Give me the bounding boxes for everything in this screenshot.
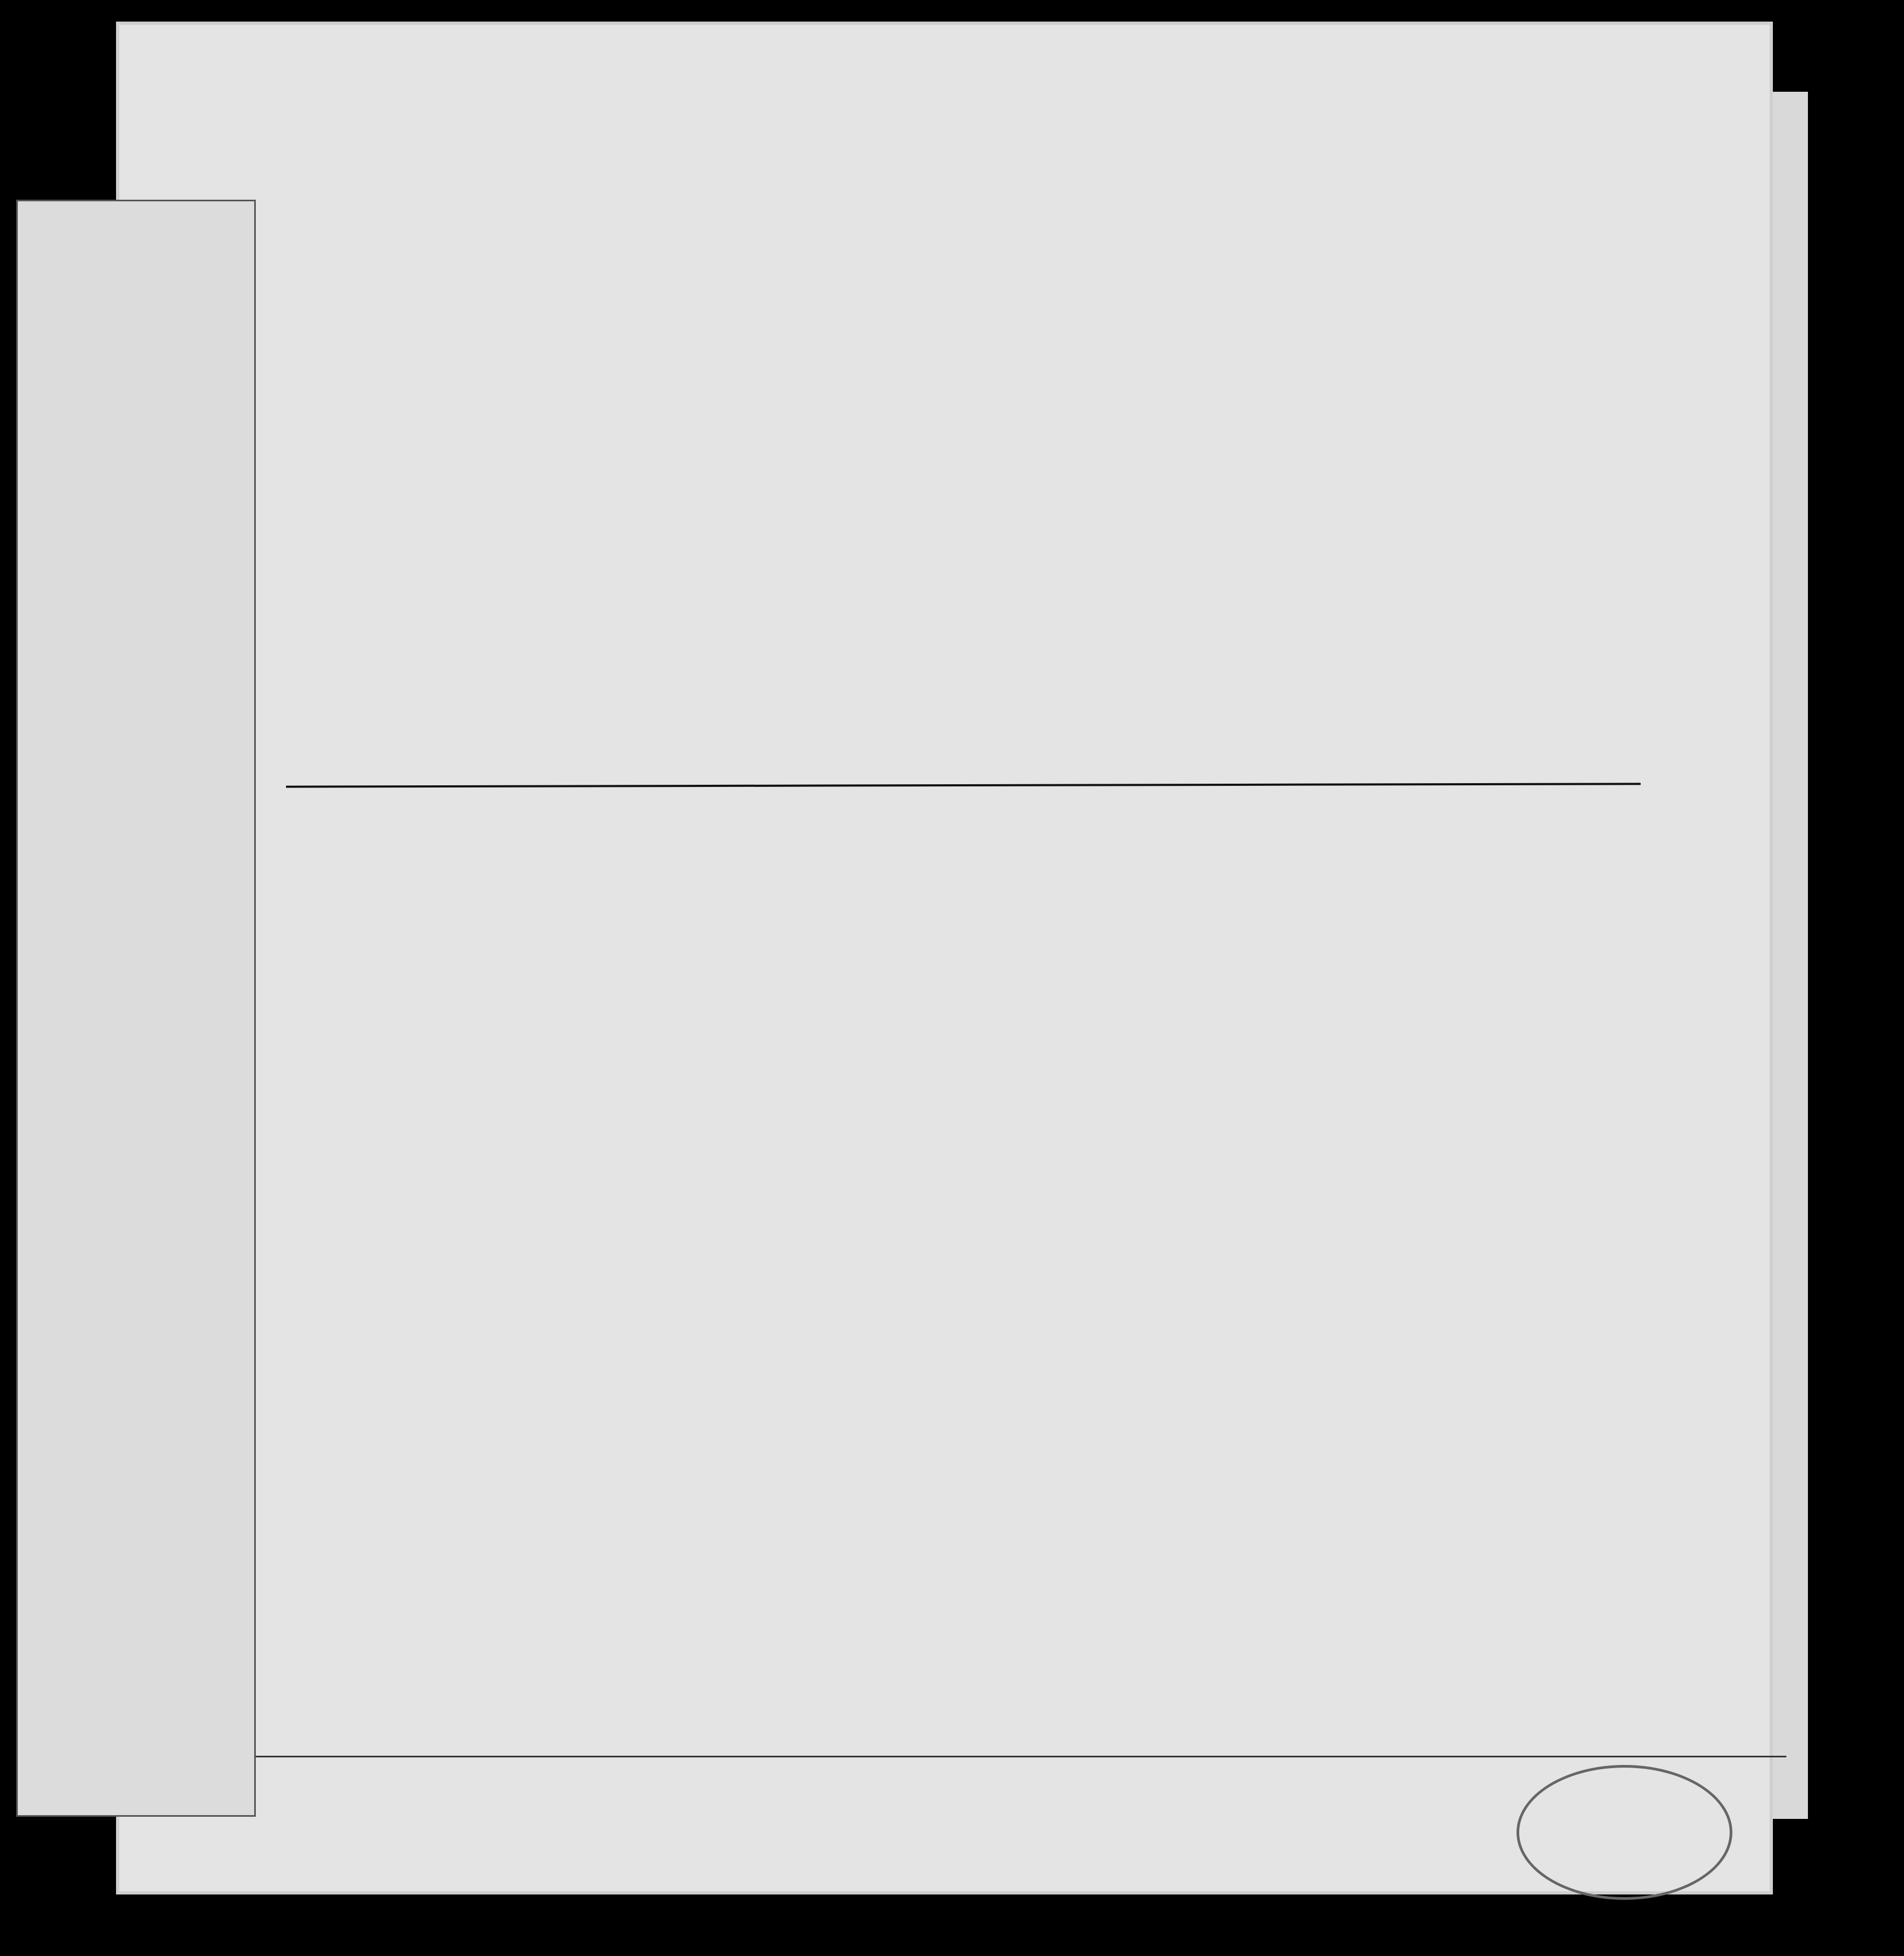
manifest-sheet <box>116 22 1773 1894</box>
footer-rule <box>254 1756 1786 1757</box>
discharged-seamen-panel <box>16 200 256 1817</box>
office-stamp <box>1517 1765 1732 1900</box>
